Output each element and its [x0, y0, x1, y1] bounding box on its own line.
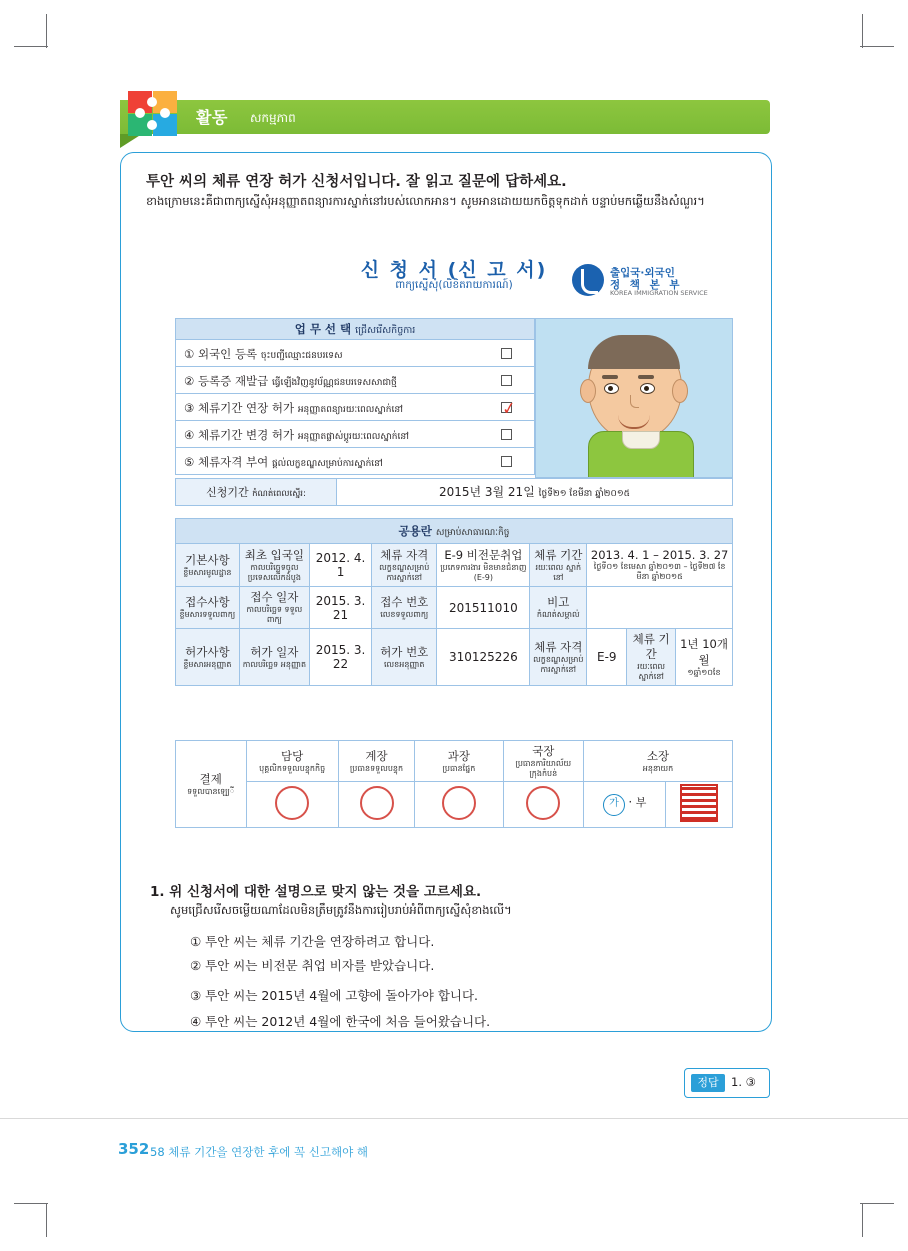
cell-label [530, 544, 587, 587]
form-title-ko: 신 청 서 (신 고 서) [360, 259, 548, 281]
cell-label-km: រយៈពេល ស្នាក់នៅ [535, 562, 582, 582]
approval-label-km: ទទួលបានឡេ្យី [187, 787, 235, 796]
cell-value: 201511010 [437, 587, 530, 629]
row-label [176, 587, 240, 629]
cell-value-ko: E-9 비전문취업 [444, 548, 523, 562]
cell-label [239, 629, 309, 686]
crop-mark [862, 14, 863, 48]
avatar-body [554, 431, 724, 478]
reject-mark: 부 [635, 795, 647, 809]
row-label-km: អនុញ្ញាតពន្យារយៈពេលស្នាក់នៅ [297, 405, 403, 415]
cell-label-ko: 체류 기간 [632, 632, 670, 661]
cell-label-km: កាលបរិច្ឆេទចូល ប្រទេសលើកដំបូង [247, 562, 301, 582]
cell-value [587, 587, 733, 629]
approval-column-ko: 소장 [646, 749, 670, 763]
intro-question-ko: 투안 씨의 체류 연장 허가 신청서입니다. 잘 읽고 질문에 답하세요. [146, 174, 567, 190]
table-row[interactable] [176, 340, 534, 366]
cell-label-km: រយៈពេល ស្នាក់នៅ [637, 662, 666, 681]
common-section-header [176, 519, 733, 544]
cell-label-ko: 접수 번호 [380, 595, 429, 609]
row-label-ko: 체류기간 연장 허가 [197, 401, 295, 415]
logo-line2: 정 책 본 부 [610, 279, 683, 291]
cell-label-ko: 체류 자격 [380, 547, 429, 562]
cell-label [627, 629, 676, 686]
row-no: ② [184, 374, 195, 388]
application-date-label-ko: 신청기간 [206, 485, 249, 499]
approval-column [503, 741, 583, 782]
cell-label-ko: 비고 [547, 595, 570, 609]
crop-mark [14, 46, 48, 47]
seal-stamp-icon [275, 786, 309, 820]
cell-label-km: កំណត់សម្គាល់ [536, 610, 580, 619]
table-row [176, 544, 733, 587]
cell-value [437, 544, 530, 587]
seal-stamp-icon [360, 786, 394, 820]
cell-label [372, 544, 437, 587]
row-label-ko: 접수사항 [185, 595, 230, 609]
cell-label [239, 544, 309, 587]
cell-value: 310125226 [437, 629, 530, 686]
cell-label-ko: 접수 일자 [250, 590, 299, 604]
crop-mark [860, 46, 894, 47]
approval-column-ko: 국장 [532, 744, 555, 758]
row-label [176, 544, 240, 587]
table-row[interactable] [176, 421, 534, 447]
application-date-value [337, 479, 733, 506]
cell-label-km: កាលបរិច្ឆេទ ទទួលពាក្យ [246, 605, 303, 624]
cell-value: 2015. 3. 21 [310, 587, 372, 629]
cell-value [676, 629, 733, 686]
row-label-km: ខ្លឹមសារអនុញ្ញាត [183, 659, 232, 669]
row-label-ko: 체류자격 부여 [197, 455, 269, 469]
approve-mark: 가 [603, 794, 625, 816]
checkbox[interactable] [501, 429, 512, 440]
square-seal-icon [680, 784, 718, 822]
row-label-km: ធ្វើឡើងវិញនូវប័ណ្ណជនបរទេសសាជាថ្មី [271, 378, 397, 388]
cell-label-km: លេខទទួលពាក្យ [380, 610, 429, 619]
approval-column-km: ប្រធានផ្នែក [442, 764, 476, 773]
page-number: 352 [118, 1140, 150, 1158]
answer-option[interactable]: ④ 투안 씨는 2012년 4월에 한국에 처음 들어왔습니다. [190, 1014, 491, 1029]
cell-value-km: ថ្ងៃទី០១ ខែមេសា ឆ្នាំ២០១៣ – ថ្ងៃទី២៧ ខែមីនា ឆ្នាំ២០១៥ [593, 562, 726, 581]
cell-label-km: លក្ខខណ្ឌសម្រាប់ ការស្នាក់នៅ [379, 562, 430, 582]
business-selection-table [175, 318, 535, 475]
logo-mark-icon [572, 264, 604, 296]
stamp-cell [338, 782, 414, 828]
approval-decision-cell: 가 · 부 [584, 782, 666, 828]
approval-column-km: ប្រធានការិយាល័យ ក្រុងកំបន់ [515, 759, 572, 778]
cell-label-km: លក្ខខណ្ឌសម្រាប់ ការស្នាក់នៅ [533, 654, 584, 674]
approval-column [584, 741, 733, 782]
row-label-km: ខ្លឹមសារទទួលពាក្យ [179, 610, 236, 619]
approval-label-ko: 결제 [199, 772, 222, 786]
application-date-row [175, 478, 733, 506]
row-no: ⑤ [184, 455, 195, 469]
approval-column-ko: 과장 [447, 749, 471, 763]
crop-mark [46, 14, 47, 48]
cell-value: E-9 [587, 629, 627, 686]
row-label-ko: 등록증 재발급 [197, 374, 269, 388]
common-section-header-ko: 공용란 [398, 524, 432, 538]
seal-stamp-icon [442, 786, 476, 820]
application-date-label-km: កំណត់ពេលស្នើរ: [252, 488, 306, 499]
question-prompt-ko [150, 880, 481, 900]
table-row[interactable] [176, 394, 534, 420]
answer-key-value: 1. ③ [731, 1075, 756, 1089]
immigration-logo [572, 264, 722, 298]
cell-label [530, 587, 587, 629]
business-selection-header [176, 319, 535, 340]
row-no: ① [184, 347, 195, 361]
cell-label-km: កាលបរិច្ឆេទ អនុញ្ញាត [242, 659, 307, 669]
approval-column-ko: 담당 [281, 749, 304, 763]
approval-column [415, 741, 503, 782]
cell-label-ko: 체류 기간 [534, 547, 583, 562]
approval-column-ko: 계장 [365, 749, 388, 763]
cell-label-km: លេខអនុញ្ញាត [384, 659, 425, 669]
activity-label-ko: 활동 [196, 108, 228, 127]
table-row [176, 629, 733, 686]
cell-label [239, 587, 309, 629]
answer-key-label: 정답 [691, 1074, 725, 1092]
approval-column [246, 741, 338, 782]
activity-label-km: សកម្មភាព [250, 111, 296, 125]
logo-line1: 출입국·외국인 [610, 267, 675, 279]
checkbox[interactable] [501, 375, 512, 386]
cell-value-km: ១ឆ្នាំ១០ខែ [687, 668, 721, 677]
cell-value-ko: 1년 10개월 [680, 637, 728, 667]
row-label [176, 629, 240, 686]
table-row [176, 587, 733, 629]
question-number: 1. [150, 884, 165, 900]
stamp-cell [415, 782, 503, 828]
row-label-km: អនុញ្ញាតផ្លាស់ប្តូរយៈពេលស្នាក់នៅ [297, 432, 409, 442]
crop-mark [14, 1203, 48, 1204]
crop-mark [46, 1203, 47, 1237]
application-date-value-ko: 2015년 3월 21일 [438, 485, 535, 499]
table-row[interactable] [176, 448, 534, 474]
cell-value-ko: 2013. 4. 1 – 2015. 3. 27 [590, 548, 729, 562]
checkbox[interactable] [501, 456, 512, 467]
common-section-header-km: សម្រាប់សាធារណៈកិច្ច [435, 528, 510, 538]
stamp-cell [246, 782, 338, 828]
application-date-label [176, 479, 337, 506]
applicant-photo [535, 318, 733, 478]
application-date-value-km: ថ្ងៃទី២១ ខែមីនា ឆ្នាំ២០១៥ [538, 489, 631, 499]
cell-value: 2012. 4. 1 [310, 544, 372, 587]
cell-value [587, 544, 733, 587]
crop-mark [862, 1203, 863, 1237]
row-label-ko: 외국인 등록 [197, 347, 258, 361]
intro-question-km: ខាងក្រោមនេះគឺជាពាក្យស្នើសុំអនុញ្ញាតពន្យារការស្នាក់នៅរបស់លោកអាន។ សូមអានដោយយកចិត្តទុកដាក់ បន្ទាប់មកឆ្លើយនឹងសំណួរ។ [146, 194, 705, 208]
row-label-km: ផ្តល់លក្ខខណ្ឌសម្រាប់ការស្នាក់នៅ [271, 459, 383, 469]
cell-label-ko: 허가 일자 [250, 644, 299, 659]
approval-column-km: អនុនាយក [642, 764, 674, 773]
answer-option[interactable]: ② 투안 씨는 비전문 취업 비자를 받았습니다. [190, 958, 435, 973]
crop-mark [860, 1203, 894, 1204]
approval-column-km: បុគ្គលិកទទួលបន្ទុកកិច្ច [259, 764, 326, 773]
approval-table [175, 740, 733, 828]
stamp-cell [503, 782, 583, 828]
table-row[interactable] [176, 367, 534, 393]
stamp-cell [666, 782, 733, 828]
answer-option[interactable]: ③ 투안 씨는 2015년 4월에 고향에 돌아가야 합니다. [190, 988, 479, 1003]
form-title-km: ពាក្យស្នើសុំ(លិខិតរាយការណ៍) [395, 279, 513, 291]
row-no: ③ [184, 401, 195, 415]
approval-column-km: ប្រធានទទួលបន្ទុក [349, 764, 404, 773]
question-text: 위 신청서에 대한 설명으로 맞지 않는 것을 고르세요. [169, 884, 482, 900]
common-section-table [175, 518, 733, 686]
answer-option[interactable]: ① 투안 씨는 체류 기간을 연장하려고 합니다. [190, 934, 435, 949]
cell-label [372, 587, 437, 629]
business-selection-header-ko: 업 무 선 택 [294, 321, 352, 336]
row-label-ko: 기본사항 [185, 552, 230, 567]
cell-value-km: ប្រភេទការងារ មិនមានជំនាញ (E-9) [440, 563, 527, 582]
row-no: ④ [184, 428, 195, 442]
approval-row-label [176, 741, 247, 828]
business-selection-header-km: ជ្រើសរើសកិច្ចការ [355, 324, 416, 336]
checkbox[interactable] [501, 348, 512, 359]
seal-stamp-icon [526, 786, 560, 820]
footer-divider [0, 1118, 908, 1119]
cell-label-ko: 최초 입국일 [244, 547, 304, 562]
question-prompt-km: សូមជ្រើសរើសចម្លើយណាដែលមិនត្រឹមត្រូវនឹងការរៀបរាប់អំពីពាក្យស្នើសុំខាងលើ។ [170, 903, 512, 917]
cell-label [530, 629, 587, 686]
row-label-km: ចុះបញ្ជីឈ្មោះជនបរទេស [260, 351, 343, 361]
row-label-km: ខ្លឹមសារមូលដ្ឋាន [183, 567, 232, 577]
puzzle-icon [126, 88, 184, 138]
check-mark-icon: ✓ [500, 398, 518, 420]
logo-line3: KOREA IMMIGRATION SERVICE [610, 289, 708, 297]
cell-value: 2015. 3. 22 [310, 629, 372, 686]
row-label-ko: 허가사항 [185, 644, 230, 659]
cell-label-ko: 체류 자격 [534, 639, 583, 654]
cell-label [372, 629, 437, 686]
answer-key-box [684, 1068, 770, 1098]
cell-label-ko: 허가 번호 [380, 644, 429, 659]
footer-text: 58 체류 기간을 연장한 후에 꼭 신고해야 해 [150, 1145, 368, 1159]
approval-column [338, 741, 414, 782]
row-label-ko: 체류기간 변경 허가 [197, 428, 295, 442]
